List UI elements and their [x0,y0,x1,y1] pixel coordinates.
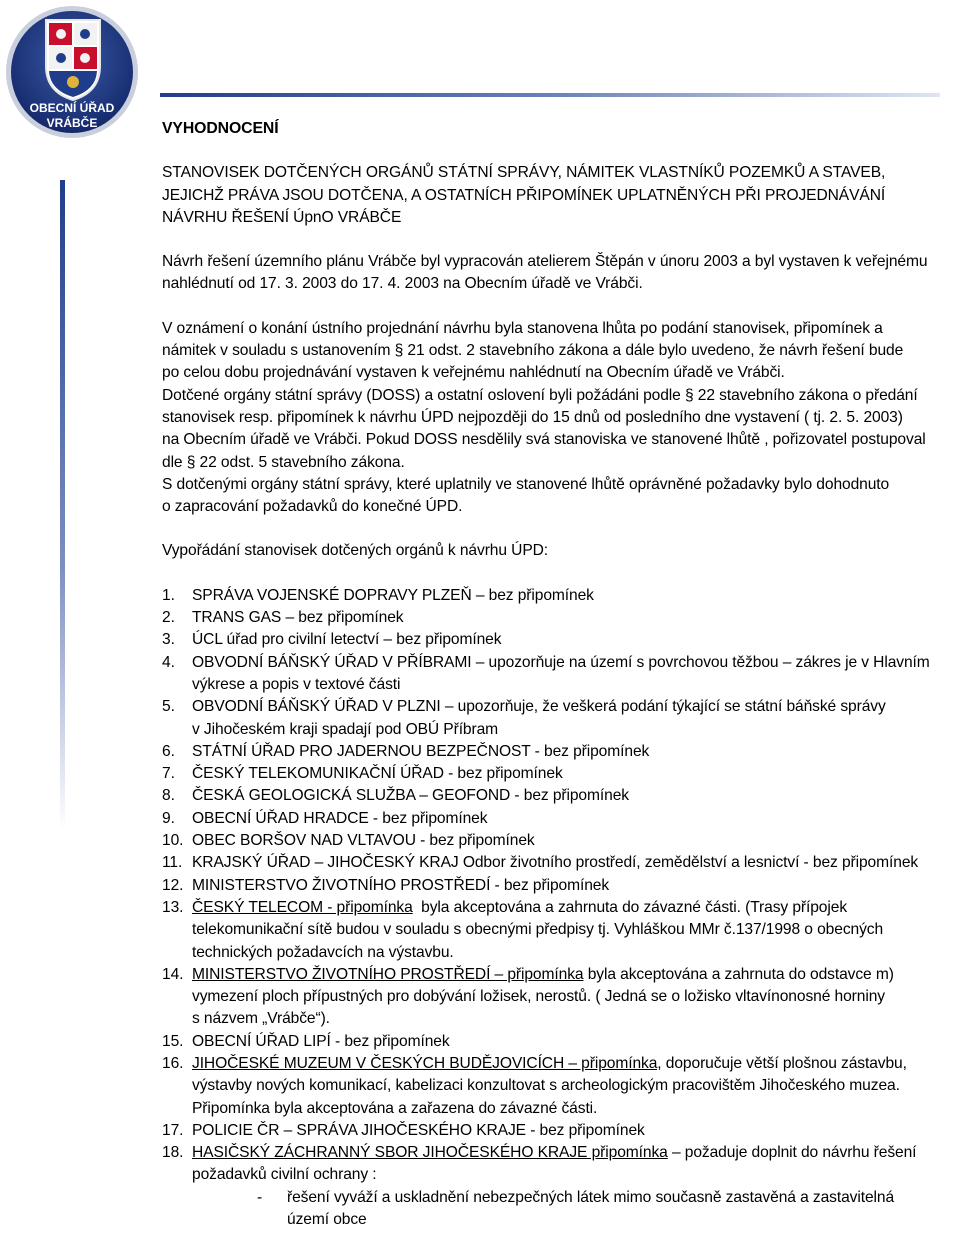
list-item [162,875,960,897]
list-item-number: 3. [162,631,175,649]
list-item-number: 11. [162,854,183,872]
list-intro: Vypořádání stanovisek dotčených orgánů k návrhu ÚPD: [162,542,549,560]
list-item-line: telekomunikační sítě budou v souladu s obecnými předpisy tj. Vyhláškou MMr č.137/1998 o obecných [192,921,884,939]
sub-item-line: území obce [287,1211,367,1229]
list-item-line: KRAJSKÝ ÚŘAD – JIHOČESKÝ KRAJ Odbor životního prostředí, zemědělství a lesnictví - bez připomínek [192,854,919,872]
list-item-line: OBECNÍ ÚŘAD HRADCE - bez připomínek [192,809,488,827]
body-line: Dotčené orgány státní správy (DOSS) a ostatní oslovení byli požádáni podle § 22 stavebního zákona o předání [162,386,918,404]
list-item-number: 6. [162,742,175,760]
list-item [162,808,960,830]
list-item [162,607,960,629]
list-item-text: doporučuje větší plošnou zástavbu, [661,1054,907,1072]
list-item-text: byla akceptována a zahrnuta do závazné části. (Trasy přípojek [412,898,848,916]
body-line: dle § 22 odst. 5 stavebního zákona. [162,453,405,471]
list-item [162,1031,960,1053]
body-line: S dotčenými orgány státní správy, které uplatnily ve stanovené lhůtě oprávněné požadavky bylo dohodnuto [162,475,890,493]
list-item [162,585,960,607]
list-item-line: POLICIE ČR – SPRÁVA JIHOČESKÉHO KRAJE - bez připomínek [192,1121,645,1139]
list-item [162,629,960,651]
list-item-authority: JIHOČESKÉ MUZEUM V ČESKÝCH BUDĚJOVICÍCH – připomínka, [192,1054,662,1072]
list-item-line: SPRÁVA VOJENSKÉ DOPRAVY PLZEŇ – bez připomínek [192,586,594,604]
list-item-number: 13. [162,898,184,916]
subheading-line: STANOVISEK DOTČENÝCH ORGÁNŮ STÁTNÍ SPRÁVY, NÁMITEK VLASTNÍKŮ POZEMKŮ A STAVEB, [162,164,886,182]
list-item-line: STÁTNÍ ÚŘAD PRO JADERNOU BEZPEČNOST - bez připomínek [192,742,650,760]
list-item-number: 15. [162,1032,184,1050]
intro-line: Návrh řešení územního plánu Vrábče byl vypracován atelierem Štěpán v únoru 2003 a byl vystaven k veřejnému [162,253,928,271]
logo-line1: OBECNÍ ÚŘAD [29,101,115,115]
intro-paragraph [162,251,960,296]
list-item-number: 16. [162,1054,184,1072]
list-item-line [192,1053,960,1075]
list-item-line: MINISTERSTVO ŽIVOTNÍHO PROSTŘEDÍ - bez připomínek [192,876,610,894]
list-item [162,1142,960,1187]
list-item-line: výstavby nových komunikací, kabelizaci konzultovat s archeologickým pracovištěm Jihočeského muzea. [192,1077,900,1095]
list-item-number: 17. [162,1121,184,1139]
list-item-line: OBVODNÍ BÁŇSKÝ ÚŘAD V PŘÍBRAMI – upozorňuje na území s povrchovou těžbou – zákres je v Hlavním [192,653,930,671]
list-item [162,785,960,807]
list-item-line: s názvem „Vrábče“). [192,1010,330,1028]
header-rule [160,93,940,97]
body-line: V oznámení o konání ústního projednání návrhu byla stanovena lhůta po podání stanovisek, připomínek a [162,319,883,337]
list-item-number: 2. [162,609,175,627]
list-item-line [192,897,960,919]
list-item-line: ČESKÝ TELEKOMUNIKAČNÍ ÚŘAD - bez připomínek [192,765,563,783]
sub-item-line: řešení vyváží a uskladnění nebezpečných látek mimo současně zastavěná a zastavitelná [287,1188,895,1206]
body-line: po celou dobu projednávání vystaven k veřejnému nahlédnutí na Obecním úřadě ve Vrábči. [162,364,785,382]
list-item-line: v Jihočeském kraji spadají pod OBÚ Příbram [192,720,499,738]
list-item [162,652,960,697]
list-item [162,852,960,874]
list-item-authority: ČESKÝ TELECOM - připomínka [192,898,413,916]
list-dash: - [257,1188,263,1206]
list-item [162,1053,960,1120]
list-item-number: 10. [162,832,184,850]
list-item-number: 8. [162,787,175,805]
list-item-line: ČESKÁ GEOLOGICKÁ SLUŽBA – GEOFOND - bez připomínek [192,787,629,805]
objections-list [162,585,960,1187]
list-item-number: 5. [162,698,175,716]
body-line: námitek v souladu s ustanovením § 21 odst. 2 stavebního zákona a dále bylo uvedeno, že návrh řešení bude [162,342,904,360]
list-item [162,897,960,964]
list-item-text: byla akceptována a zahrnuta do odstavce m) [583,965,894,983]
document-body [162,118,960,1231]
list-item-number: 7. [162,765,175,783]
list-item-line: OBECNÍ ÚŘAD LIPÍ - bez připomínek [192,1032,450,1050]
list-item-line: TRANS GAS – bez připomínek [192,609,404,627]
sub-list-item [257,1187,960,1232]
list-item-number: 9. [162,809,175,827]
list-item-line: technických požadavcích na výstavbu. [192,943,454,961]
list-item-line [192,964,960,986]
left-margin-bar [60,180,65,830]
intro-line: nahlédnutí od 17. 3. 2003 do 17. 4. 2003 na Obecním úřadě ve Vrábči. [162,275,643,293]
list-item-number: 12. [162,876,184,894]
list-item-line: vymezení ploch přípustných pro dobývání ložisek, nerostů. ( Jedná se o ložisko vltavínonosné horniny [192,988,885,1006]
list-item-line: OBVODNÍ BÁŇSKÝ ÚŘAD V PLZNI – upozorňuje, že veškerá podání týkající se státní báňské správy [192,698,886,716]
list-item-line: ÚCL úřad pro civilní letectví – bez připomínek [192,631,502,649]
list-item-text: – požaduje doplnit do návrhu řešení [667,1144,917,1162]
subheading-line: JEJICHŽ PRÁVA JSOU DOTČENA, A OSTATNÍCH PŘIPOMÍNEK UPLATNĚNÝCH PŘI PROJEDNÁVÁNÍ [162,186,886,204]
office-logo [4,4,144,154]
list-item-authority: MINISTERSTVO ŽIVOTNÍHO PROSTŘEDÍ – připomínka [192,965,584,983]
body-paragraph [162,318,960,519]
body-line: na Obecním úřadě ve Vrábči. Pokud DOSS nesdělily svá stanoviska ve stanovené lhůtě , pořizovatel postupoval [162,431,926,449]
list-item-line: Připomínka byla akceptována a zařazena do závazné části. [192,1099,598,1117]
list-item [162,696,960,741]
body-line: stanovisek resp. připomínek k návrhu ÚPD nejpozději do 15 dnů od posledního dne vystavení ( tj. 2. 5. 2003) [162,408,903,426]
list-item-line: výkrese a popis v textové části [192,675,401,693]
list-item [162,763,960,785]
list-item [162,830,960,852]
list-item-line: OBEC BORŠOV NAD VLTAVOU - bez připomínek [192,832,535,850]
body-line: o zapracování požadavků do konečné ÚPD. [162,498,463,516]
list-item-line [192,1142,960,1164]
list-item-number: 1. [162,586,175,604]
logo-line2: VRÁBČE [46,116,98,130]
list-item-number: 18. [162,1144,184,1162]
list-item [162,1120,960,1142]
list-item-number: 14. [162,965,184,983]
list-item [162,741,960,763]
subheading-line: NÁVRHU ŘEŠENÍ ÚpnO VRÁBČE [162,208,402,226]
list-item-authority: HASIČSKÝ ZÁCHRANNÝ SBOR JIHOČESKÉHO KRAJE připomínka [192,1144,668,1162]
list-item-number: 4. [162,653,175,671]
list-item-line: požadavků civilní ochrany : [192,1166,377,1184]
page-title: VYHODNOCENÍ [162,120,279,137]
subheading [162,162,960,229]
list-item [162,964,960,1031]
